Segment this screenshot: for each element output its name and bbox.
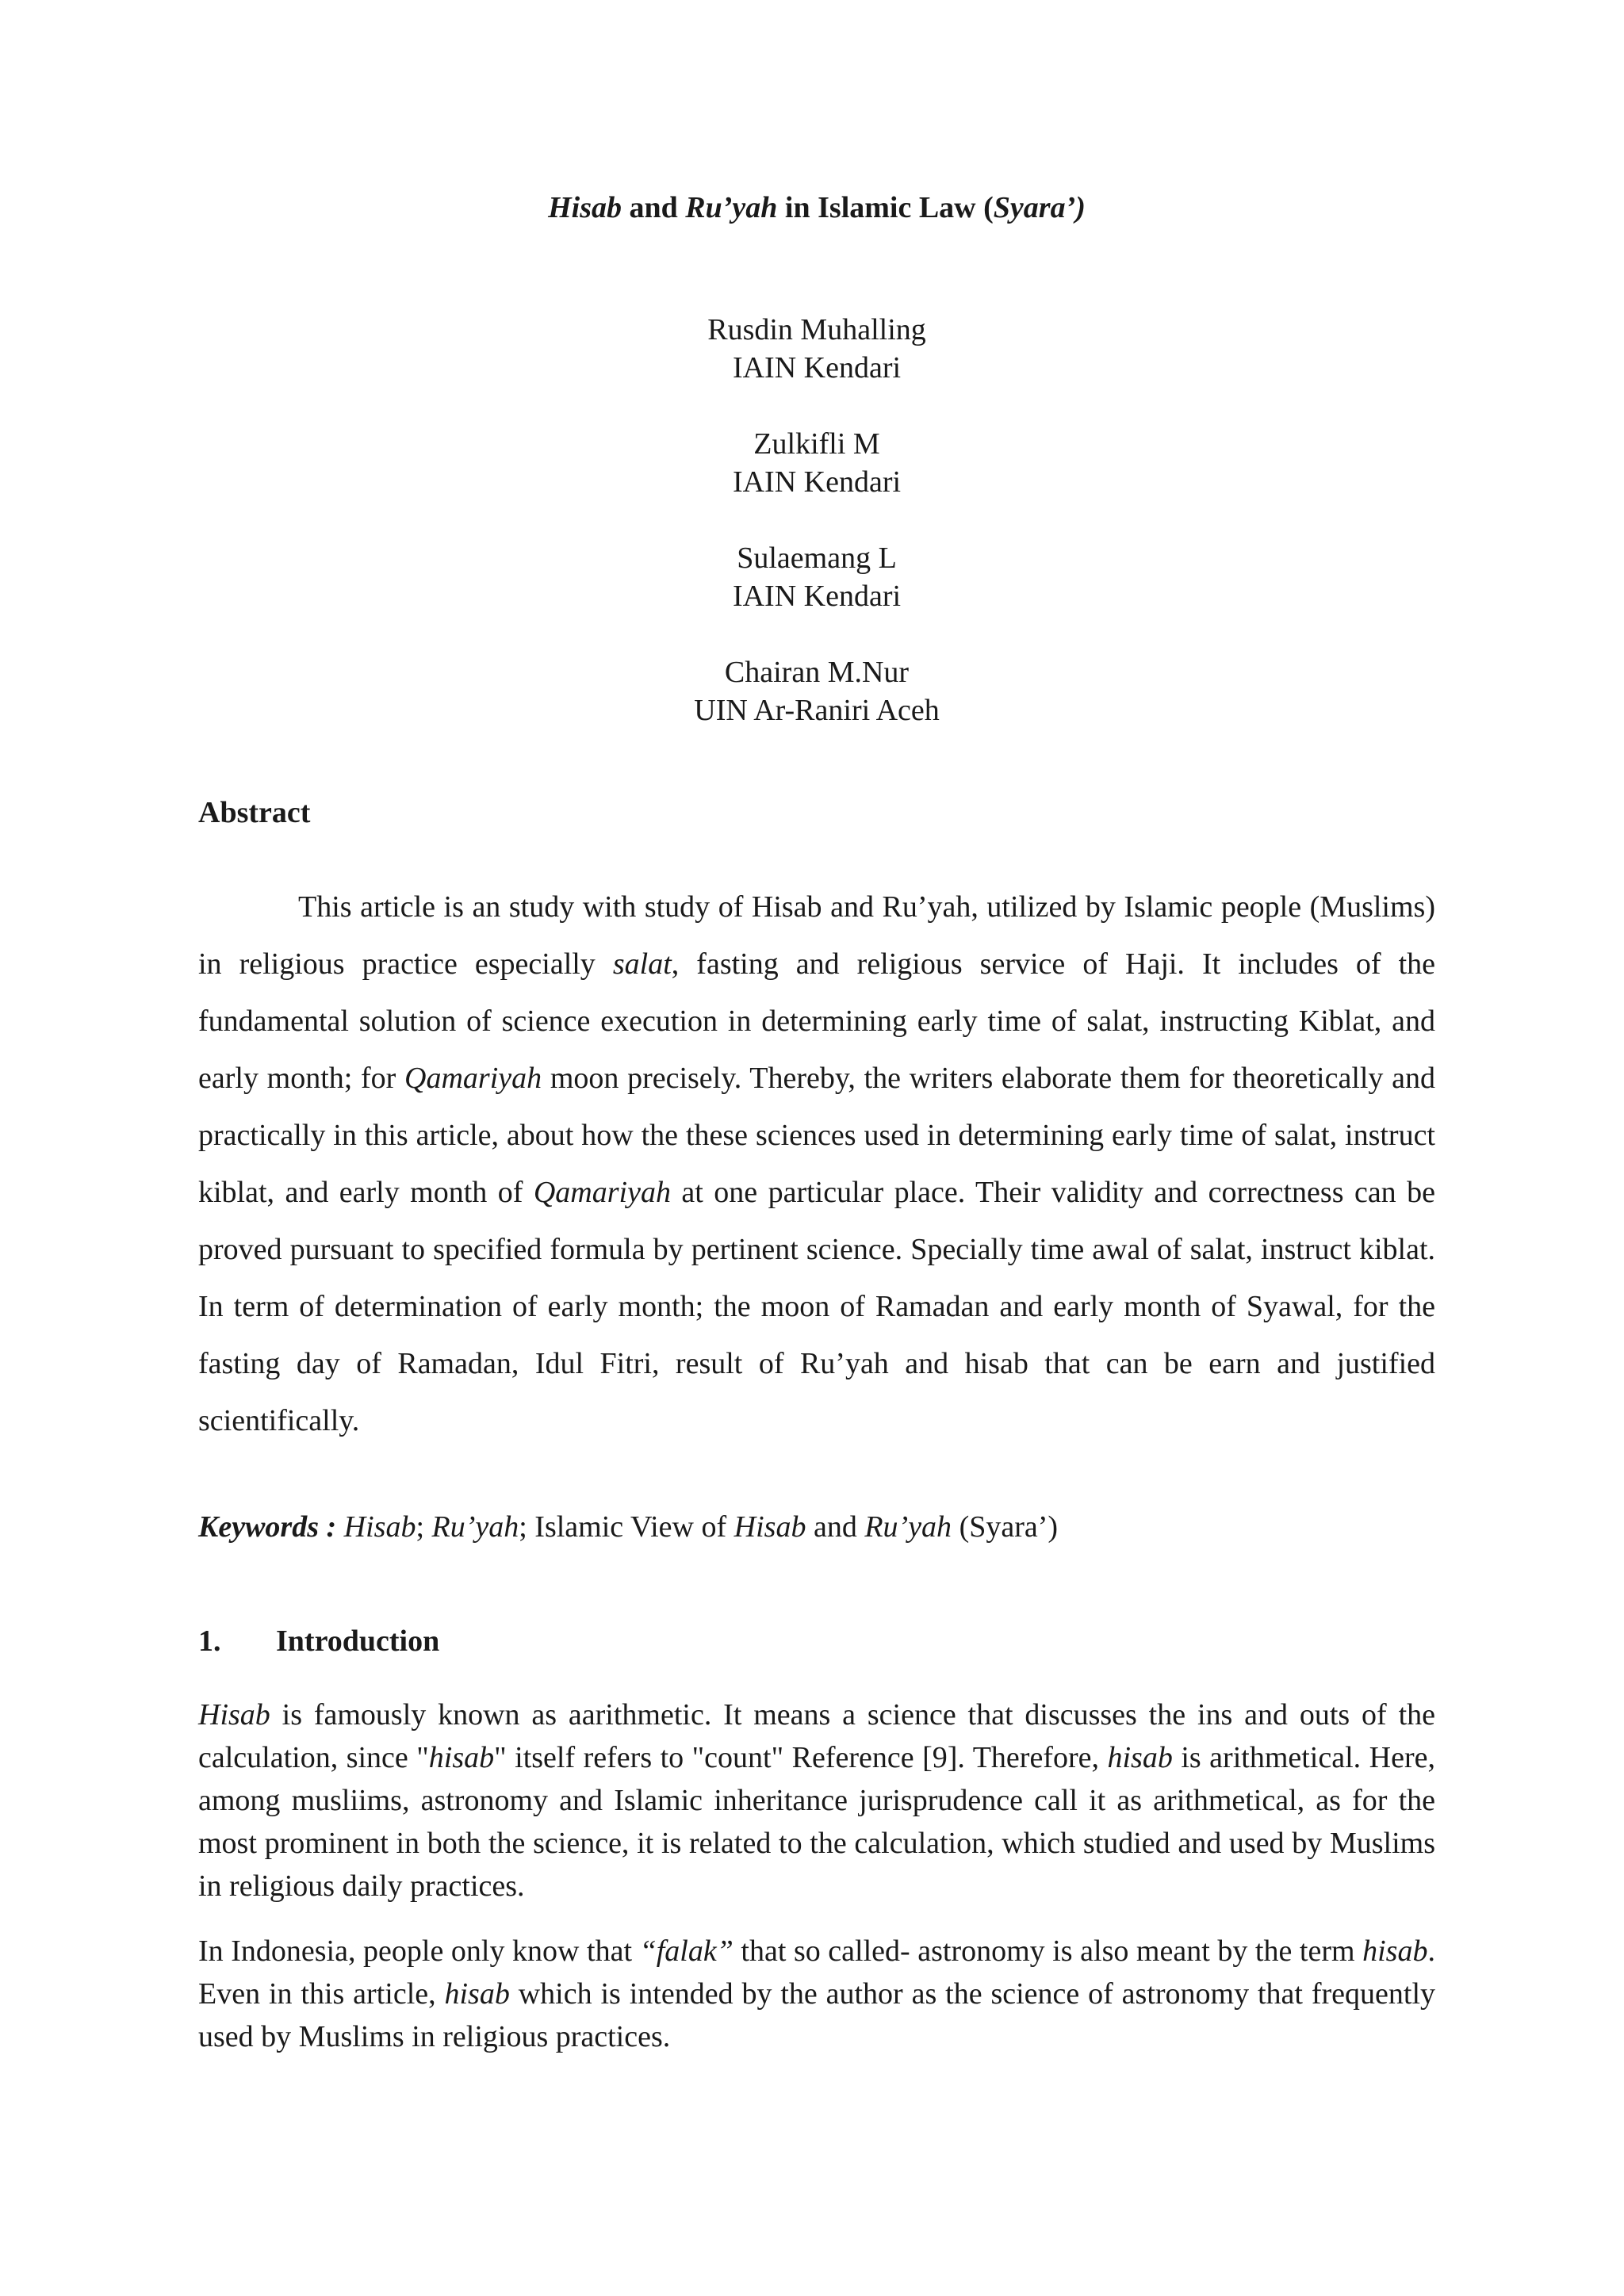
intro-emphasis: “falak” (639, 1934, 733, 1968)
keyword-tail: (Syara’) (952, 1510, 1059, 1544)
title-syara: Syara’) (993, 191, 1086, 224)
abstract-emphasis: Qamariyah (404, 1062, 542, 1095)
intro-text: " itself refers to "count" Reference [9]. Therefore, (494, 1741, 1108, 1774)
abstract-sentence: moon precisely. Thereby, the writers elaborate them for theoretically and practically in this article, about how the these sciences used in determining early time of salat, instruct kiblat, and early month of (198, 1062, 1435, 1209)
abstract-heading: Abstract (198, 796, 311, 829)
author-name: Chairan M.Nur (724, 656, 910, 689)
title-ruyah: Ru’yah (685, 191, 778, 224)
keyword-item: Ru’yah (431, 1510, 519, 1544)
abstract-paragraph (198, 878, 1435, 1449)
abstract-sentence: at one particular place. Their validity and correctness can be proved pursuant to specified formula by pertinent science. Specially time awal of salat, instruct kiblat. In term of determination of early month; the moon of Ramadan and early month of Syawal, for the fasting day of Ramadan, Idul Fitri, result of Ru’yah and hisab that can be earn and justified scientifically. (198, 1176, 1435, 1437)
intro-text: . Even in this article, (198, 1934, 1435, 2011)
abstract-sentence: , fasting and religious service of Haji. It includes of the fundamental solution of science execution in determining early time of salat, instructing Kiblat, and early month; for (198, 947, 1436, 1095)
intro-emphasis: Hisab (198, 1698, 270, 1732)
introduction-body (198, 1693, 1435, 2080)
intro-text: which is intended by the author as the science of astronomy that frequently used by Muslims in religious practices. (198, 1977, 1435, 2053)
intro-text: is famously known as aarithmetic. It means a science that discusses the ins and outs of the calculation, since " (198, 1698, 1435, 1774)
introduction-heading (198, 1624, 439, 1659)
title-law: in Islamic Law ( (777, 191, 994, 224)
keyword-separator: ; Islamic View of (519, 1510, 734, 1544)
keyword-item: Ru’yah (864, 1510, 952, 1544)
intro-text: that so called- astronomy is also meant by the term (733, 1934, 1363, 1968)
author-block (198, 425, 1435, 501)
author-list (198, 311, 1435, 767)
intro-paragraph (198, 1693, 1435, 1908)
abstract-emphasis: salat (612, 947, 672, 981)
keywords-label: Keywords : (198, 1510, 337, 1544)
abstract-text (198, 878, 1435, 1449)
author-affiliation: UIN Ar-Raniri Aceh (694, 694, 940, 727)
abstract-emphasis: Qamariyah (533, 1176, 671, 1209)
author-affiliation: IAIN Kendari (732, 351, 902, 385)
paper-title (198, 190, 1435, 225)
keyword-separator: ; (416, 1510, 432, 1544)
author-block (198, 539, 1435, 615)
keyword-item: Hisab (336, 1510, 416, 1544)
author-name: Sulaemang L (737, 541, 897, 575)
author-block (198, 311, 1435, 387)
intro-emphasis: hisab (444, 1977, 510, 2011)
author-block (198, 653, 1435, 729)
section-number: 1. (198, 1624, 221, 1658)
section-title: Introduction (276, 1624, 440, 1658)
keywords-line (198, 1510, 1435, 1544)
intro-emphasis: hisab (1107, 1741, 1173, 1774)
keyword-separator: and (806, 1510, 865, 1544)
intro-emphasis: hisab (428, 1741, 495, 1774)
intro-emphasis: hisab (1362, 1934, 1428, 1968)
intro-text: In Indonesia, people only know that (198, 1934, 640, 1968)
title-and: and (622, 191, 686, 224)
author-name: Rusdin Muhalling (707, 313, 926, 346)
author-name: Zulkifli M (753, 427, 880, 461)
intro-paragraph (198, 1930, 1435, 2058)
intro-text: is arithmetical. Here, among musliims, astronomy and Islamic inheritance jurisprudence call it as arithmetical, as for the most prominent in both the science, it is related to the calculation, which studied and used by Muslims in religious daily practices. (198, 1741, 1435, 1903)
keyword-item: Hisab (733, 1510, 806, 1544)
abstract-sentence: This article is an study with study of Hisab and Ru’yah, utilized by Islamic people (Muslims) in religious practice especially (198, 890, 1435, 981)
author-affiliation: IAIN Kendari (732, 580, 902, 613)
title-hisab: Hisab (548, 191, 622, 224)
author-affiliation: IAIN Kendari (732, 465, 902, 499)
